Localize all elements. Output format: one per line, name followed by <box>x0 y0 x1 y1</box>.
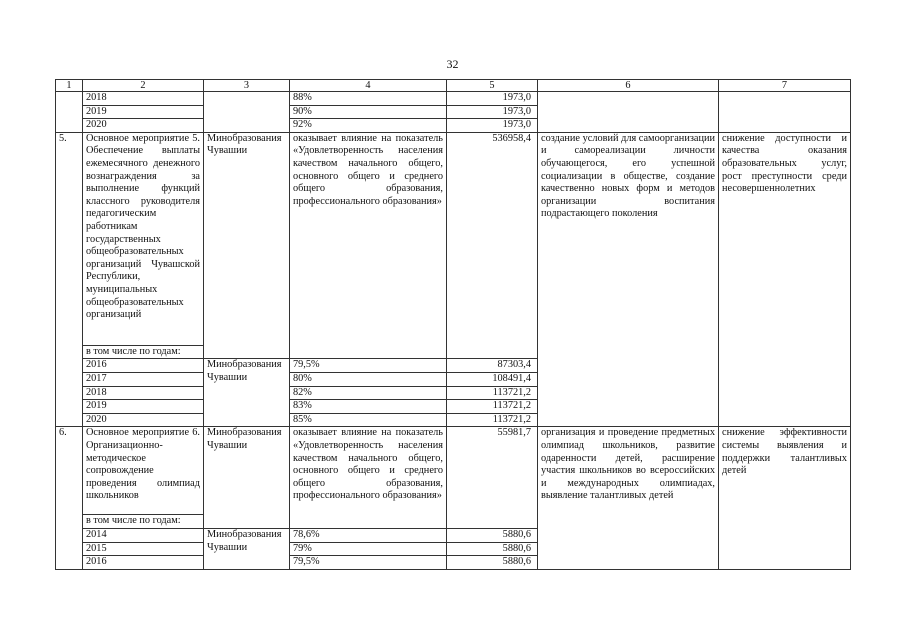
result: снижение эффективности системы выявления и поддержки талантливых детей <box>719 427 851 569</box>
program-table <box>55 79 851 570</box>
amount-cell: 108491,4 <box>447 372 538 386</box>
year-cell: 2019 <box>83 400 204 414</box>
amount-cell: 113721,2 <box>447 386 538 400</box>
amount-cell: 1973,0 <box>447 92 538 106</box>
measure-5-row <box>56 132 851 345</box>
year-cell: 2014 <box>83 528 204 542</box>
share-cell: 85% <box>290 413 447 427</box>
result: снижение доступности и качества оказания образовательных услуг, рост преступности среди несовершеннолетних <box>719 132 851 427</box>
amount-cell: 113721,2 <box>447 413 538 427</box>
by-years-label: в том числе по годам: <box>83 515 204 529</box>
measure-name: Основное мероприятие 5. Обеспечение выплаты ежемесячного денежного вознаграждения за выполнение функций классного руководителя педагогическим работникам государственных общеобразовательных организаций Чувашской Республики, муниципальных общеобразовательных организаций <box>83 132 204 345</box>
amount-cell: 1973,0 <box>447 105 538 119</box>
page-number: 32 <box>446 57 459 71</box>
amount-cell: 113721,2 <box>447 400 538 414</box>
tasks: организация и проведение предметных олимпиад школьников, развитие одаренности детей, расширение участия школьников во всероссийских и международных олимпиадах, выявление талантливых детей <box>538 427 719 569</box>
share-cell: 79% <box>290 542 447 556</box>
year-cell: 2018 <box>83 386 204 400</box>
header-row <box>56 80 851 92</box>
share-cell: 80% <box>290 372 447 386</box>
share-cell: 79,5% <box>290 359 447 373</box>
header-cell: 2 <box>83 80 204 92</box>
amount-cell: 5880,6 <box>447 528 538 542</box>
year-cell: 2017 <box>83 372 204 386</box>
executor: Минобразования Чувашии <box>204 427 290 529</box>
header-cell: 3 <box>204 80 290 92</box>
share-cell: 79,5% <box>290 556 447 570</box>
header-cell: 4 <box>290 80 447 92</box>
share-cell: 88% <box>290 92 447 106</box>
row-number: 5. <box>56 132 83 427</box>
total-amount: 536958,4 <box>447 132 538 359</box>
amount-cell: 5880,6 <box>447 556 538 570</box>
year-cell: 2016 <box>83 556 204 570</box>
executor: Минобразования Чувашии <box>204 132 290 359</box>
header-cell: 5 <box>447 80 538 92</box>
share-cell: 90% <box>290 105 447 119</box>
year-cell: 2019 <box>83 105 204 119</box>
amount-cell: 1973,0 <box>447 119 538 133</box>
share-cell: 83% <box>290 400 447 414</box>
measure-6-row <box>56 427 851 515</box>
total-amount: 55981,7 <box>447 427 538 529</box>
header-cell: 6 <box>538 80 719 92</box>
header-cell: 7 <box>719 80 851 92</box>
tasks: создание условий для самоорганизации и самореализации личности обучающегося, его успешной социализации в обществе, создание качественно новых форм и методов организации воспитания подрастающего поколения <box>538 132 719 427</box>
executor-years: Минобразования Чувашии <box>204 528 290 569</box>
share-cell: 92% <box>290 119 447 133</box>
by-years-label: в том числе по годам: <box>83 345 204 359</box>
year-cell: 2020 <box>83 413 204 427</box>
executor-years: Минобразования Чувашии <box>204 359 290 427</box>
share-cell: 78,6% <box>290 528 447 542</box>
row-number: 6. <box>56 427 83 569</box>
influence: оказывает влияние на показатель «Удовлетворенность населения качеством начального общего, основного общего и среднего общего образования, профессионального образования» <box>290 427 447 529</box>
share-cell: 82% <box>290 386 447 400</box>
amount-cell: 87303,4 <box>447 359 538 373</box>
table-row <box>56 92 851 106</box>
year-cell: 2016 <box>83 359 204 373</box>
header-cell: 1 <box>56 80 83 92</box>
year-cell: 2018 <box>83 92 204 106</box>
amount-cell: 5880,6 <box>447 542 538 556</box>
measure-name: Основное мероприятие 6. Организационно-методическое сопровождение проведения олимпиад школьников <box>83 427 204 515</box>
year-cell: 2015 <box>83 542 204 556</box>
influence: оказывает влияние на показатель «Удовлетворенность населения качеством начального общего, основного общего и среднего общего образования, профессионального образования» <box>290 132 447 359</box>
year-cell: 2020 <box>83 119 204 133</box>
